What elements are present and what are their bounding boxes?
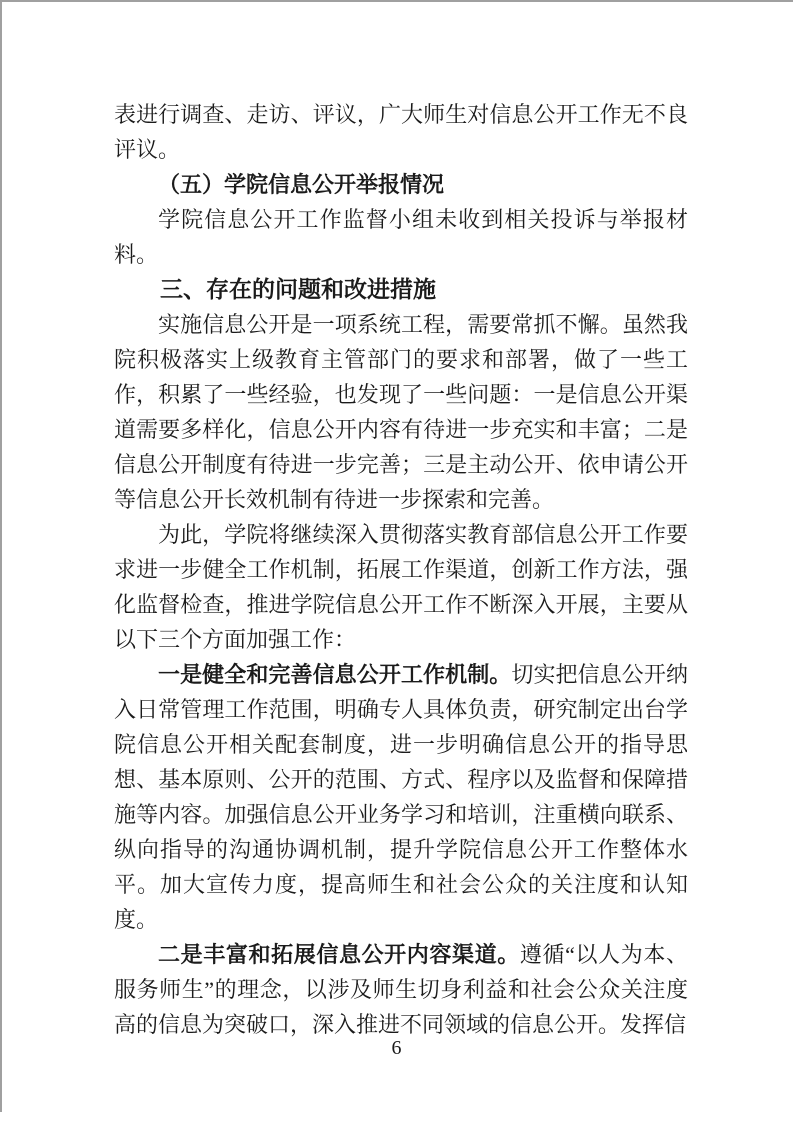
page-number: 6 bbox=[391, 1037, 402, 1059]
paragraph: 为此，学院将继续深入贯彻落实教育部信息公开工作要求进一步健全工作机制，拓展工作渠道，创新工作方法，强化监督检查，推进学院信息公开工作不断深入开展，主要从以下三个方面加强工作： bbox=[114, 522, 688, 652]
paragraph: 一是健全和完善信息公开工作机制。切实把信息公开纳入日常管理工作范围，明确专人具体负责，研究制定出台学院信息公开相关配套制度，进一步明确信息公开的指导思想、基本原则、公开的范围、方式、程序以及监督和保障措施等内容。加强信息公开业务学习和培训，注重横向联系、纵向指导的沟通协调机制，提升学院信息公开工作整体水平。加大宣传力度，提高师生和社会公众的关注度和认知度。 bbox=[114, 662, 688, 932]
paragraph: 学院信息公开工作监督小组未收到相关投诉与举报材料。 bbox=[114, 207, 688, 267]
scan-edge-top-line bbox=[0, 0, 793, 2]
paragraph: 二是丰富和拓展信息公开内容渠道。遵循“以人为本、服务师生”的理念，以涉及师生切身利益和社会公众关注度高的信息为突破口，深入推进不同领域的信息公开。发挥信 bbox=[114, 942, 688, 1037]
heading-hei: 三、存在的问题和改进措施 bbox=[160, 276, 436, 302]
document-content bbox=[114, 97, 688, 1042]
paragraph: 表进行调查、走访、评议，广大师生对信息公开工作无不良评议。 bbox=[114, 102, 688, 162]
scan-edge-left-line bbox=[0, 0, 2, 1112]
paragraph-bold-lead: 二是丰富和拓展信息公开内容渠道。 bbox=[158, 942, 520, 967]
heading-kai: （五）学院信息公开举报情况 bbox=[158, 172, 445, 197]
paragraph: 实施信息公开是一项系统工程，需要常抓不懈。虽然我院积极落实上级教育主管部门的要求和部署，做了一些工作，积累了一些经验，也发现了一些问题：一是信息公开渠道需要多样化，信息公开内容有待进一步充实和丰富；二是信息公开制度有待进一步完善；三是主动公开、依申请公开等信息公开长效机制有待进一步探索和完善。 bbox=[114, 312, 688, 512]
paragraph-bold-lead: 一是健全和完善信息公开工作机制。 bbox=[158, 662, 512, 687]
